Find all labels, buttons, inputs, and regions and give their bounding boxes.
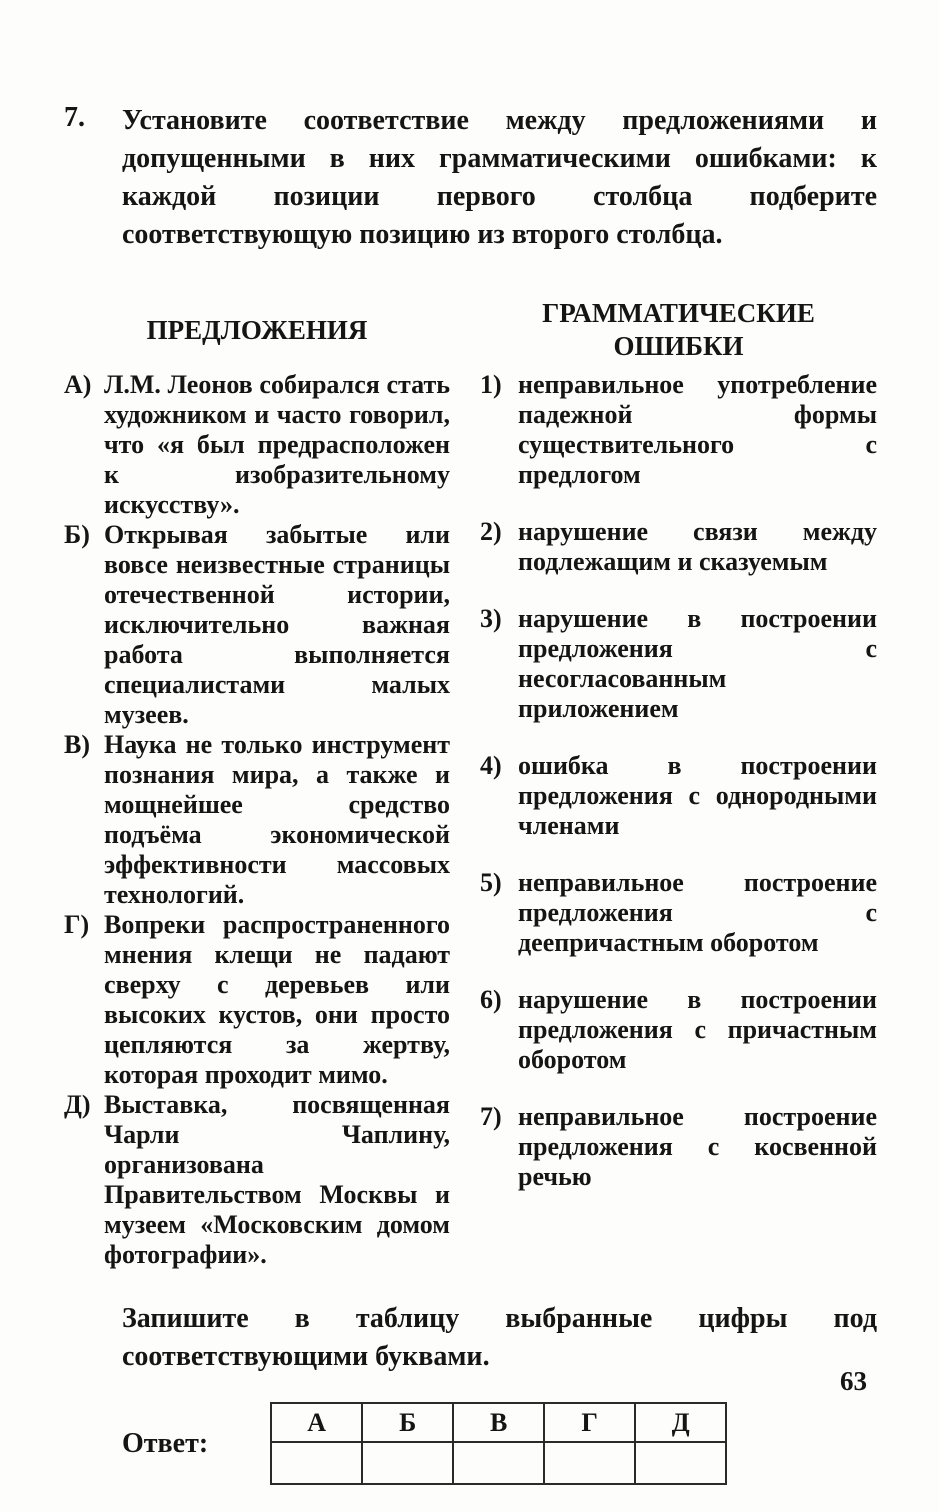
sentence-text-a: Л.М. Леонов собирался стать художником и часто говорил, что «я был предрасположен к изобразительному искусству». [104,370,450,519]
errors-column [480,290,877,1270]
sentence-item-v [64,730,450,910]
answer-section [122,1402,877,1485]
answer-header-v: В [453,1403,544,1442]
answer-label: Ответ: [122,1427,209,1459]
error-label-3: 3) [480,604,502,633]
answer-header-d: Д [635,1403,726,1442]
answer-cell-d [635,1442,726,1484]
sentence-label-b: Б) [64,520,90,549]
error-item-3 [480,604,877,724]
error-text-6: нарушение в построении предложения с причастным оборотом [518,985,877,1074]
answer-cell-v [453,1442,544,1484]
task-text: Установите соответствие между предложениями и допущенными в них грамматическими ошибками: к каждой позиции первого столбца подберите соответствующую позицию из второго столбца. [122,105,877,250]
error-item-4 [480,751,877,841]
page-number: 63 [840,1366,867,1396]
answer-instruction: Запишите в таблицу выбранные цифры под соответствующими буквами. [122,1303,877,1372]
sentence-label-v: В) [64,730,90,759]
sentence-label-d: Д) [64,1090,91,1119]
sentence-text-v: Наука не только инструмент познания мира, а также и мощнейшее средство подъёма экономической эффективности массовых технологий. [104,730,450,909]
error-text-7: неправильное построение предложения с косвенной речью [518,1102,877,1191]
answer-cell-b [362,1442,453,1484]
answer-header-g: Г [544,1403,635,1442]
error-label-5: 5) [480,868,502,897]
task-header [64,102,877,254]
answer-table-header-row [271,1403,726,1442]
errors-column-title: ГРАММАТИЧЕСКИЕ ОШИБКИ [542,298,815,361]
sentence-text-g: Вопреки распространенного мнения клещи не падают сверху с деревьев или высоких кустов, они просто цепляются за жертву, которая проходит мимо. [104,910,450,1089]
sentence-label-g: Г) [64,910,90,939]
sentences-column-header [64,290,450,370]
error-text-2: нарушение связи между подлежащим и сказуемым [518,517,877,576]
error-label-2: 2) [480,517,502,546]
sentence-item-b [64,520,450,730]
sentence-text-b: Открывая забытые или вовсе неизвестные страницы отечественной истории, исключительно важная работа выполняется специалистами малых музеев. [104,520,450,729]
answer-cell-a [271,1442,362,1484]
error-item-7 [480,1102,877,1192]
error-item-1 [480,370,877,490]
errors-column-header [480,290,877,370]
sentence-item-a [64,370,450,520]
answer-header-a: А [271,1403,362,1442]
task-number: 7. [64,102,85,133]
error-item-6 [480,985,877,1075]
sentence-item-g [64,910,450,1090]
error-text-1: неправильное употребление падежной формы существительного с предлогом [518,370,877,489]
error-label-7: 7) [480,1102,502,1131]
error-label-1: 1) [480,370,502,399]
answer-table [270,1402,727,1485]
matching-columns [64,290,877,1270]
answer-header-b: Б [362,1403,453,1442]
error-text-3: нарушение в построении предложения с несогласованным приложением [518,604,877,723]
error-item-5 [480,868,877,958]
error-text-5: неправильное построение предложения с деепричастным оборотом [518,868,877,957]
error-text-4: ошибка в построении предложения с однородными членами [518,751,877,840]
sentence-label-a: А) [64,370,92,399]
sentence-text-d: Выставка, посвященная Чарли Чаплину, организована Правительством Москвы и музеем «Московским домом фотографии». [104,1090,450,1269]
sentences-column [64,290,450,1270]
answer-cell-g [544,1442,635,1484]
sentence-item-d [64,1090,450,1270]
answer-table-value-row [271,1442,726,1484]
error-label-4: 4) [480,751,502,780]
error-label-6: 6) [480,985,502,1014]
error-item-2 [480,517,877,577]
sentences-column-title: ПРЕДЛОЖЕНИЯ [146,314,368,345]
